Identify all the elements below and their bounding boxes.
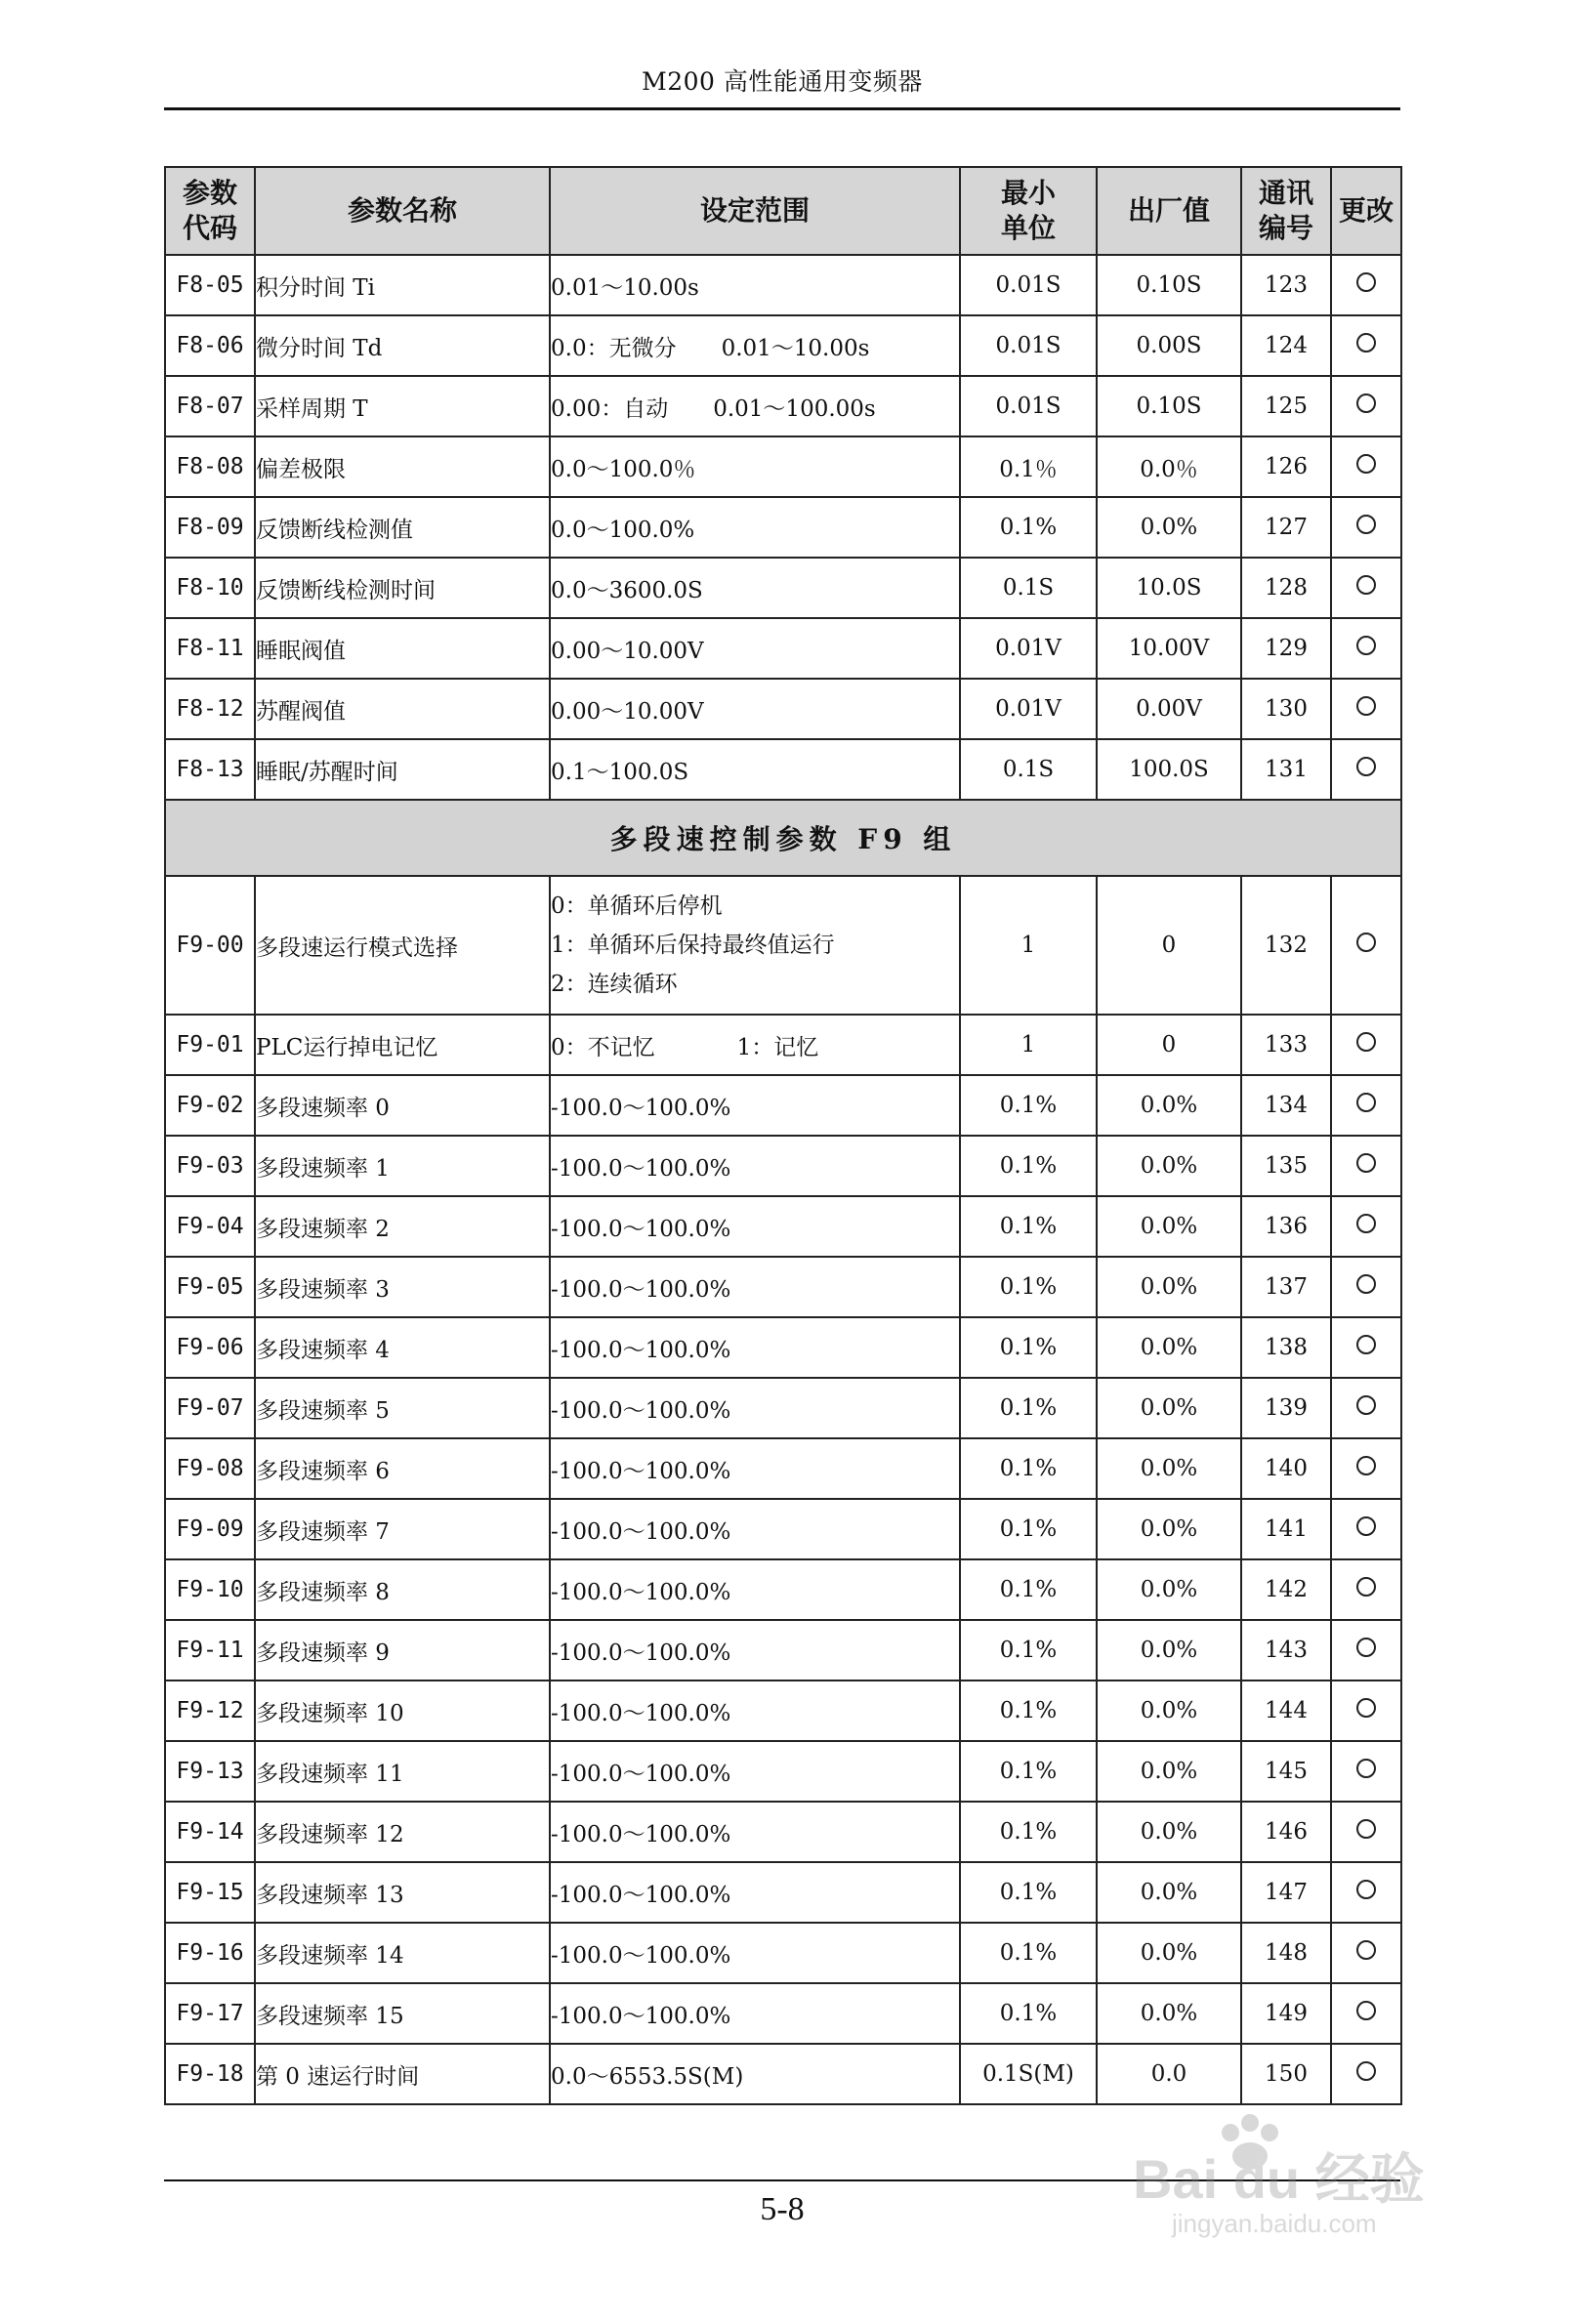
param-range: 0.1～100.0S [550, 739, 960, 800]
param-default: 0.00S [1097, 315, 1241, 376]
param-code: F9-03 [165, 1136, 255, 1196]
param-min-unit: 0.1% [960, 1196, 1097, 1257]
param-range-option: 1：单循环后保持最终值运行 [551, 933, 835, 958]
param-code: F9-07 [165, 1378, 255, 1438]
col-header-min-unit [960, 167, 1097, 255]
param-comm-no: 141 [1241, 1499, 1331, 1559]
param-comm-no: 143 [1241, 1620, 1331, 1681]
change-circle-icon [1356, 2061, 1376, 2081]
param-change [1331, 1075, 1401, 1136]
param-range: -100.0～100.0% [550, 1559, 960, 1620]
param-comm-no: 149 [1241, 1983, 1331, 2044]
param-min-unit: 0.1% [960, 497, 1097, 558]
param-comm-no: 129 [1241, 618, 1331, 679]
param-code: F8-13 [165, 739, 255, 800]
param-name: PLC运行掉电记忆 [255, 1015, 550, 1075]
param-default: 0.10S [1097, 376, 1241, 436]
param-range-option: 2：连续循环 [551, 972, 678, 997]
change-circle-icon [1356, 515, 1376, 534]
param-name: 采样周期 T [255, 376, 550, 436]
param-change [1331, 739, 1401, 800]
param-change [1331, 1983, 1401, 2044]
table-row [165, 376, 1401, 436]
param-min-unit: 0.1% [960, 1438, 1097, 1499]
param-comm-no: 131 [1241, 739, 1331, 800]
param-code: F9-08 [165, 1438, 255, 1499]
change-circle-icon [1356, 1698, 1376, 1718]
param-change [1331, 1196, 1401, 1257]
param-name: 多段速频率 15 [255, 1983, 550, 2044]
change-circle-icon [1356, 1516, 1376, 1536]
param-range: 0.0～3600.0S [550, 558, 960, 618]
param-name: 多段速频率 11 [255, 1741, 550, 1802]
param-comm-no: 123 [1241, 255, 1331, 315]
table-row [165, 1802, 1401, 1862]
param-comm-no: 138 [1241, 1317, 1331, 1378]
param-default: 0.0% [1097, 1499, 1241, 1559]
param-change [1331, 1862, 1401, 1923]
param-min-unit: 0.1% [960, 1681, 1097, 1741]
col-header-code-line2: 代码 [182, 212, 237, 244]
change-circle-icon [1356, 933, 1376, 952]
param-range: -100.0～100.0% [550, 1378, 960, 1438]
param-change [1331, 1257, 1401, 1317]
param-default: 0.0% [1097, 1983, 1241, 2044]
param-code: F9-02 [165, 1075, 255, 1136]
param-min-unit: 0.1% [960, 1620, 1097, 1681]
param-name: 睡眠阀值 [255, 618, 550, 679]
table-row [165, 1378, 1401, 1438]
param-comm-no: 133 [1241, 1015, 1331, 1075]
param-name: 多段速频率 3 [255, 1257, 550, 1317]
param-default: 0.0% [1097, 1438, 1241, 1499]
change-circle-icon [1356, 575, 1376, 595]
param-comm-no: 137 [1241, 1257, 1331, 1317]
change-circle-icon [1356, 1759, 1376, 1778]
table-row [165, 497, 1401, 558]
param-name: 睡眠/苏醒时间 [255, 739, 550, 800]
param-name: 反馈断线检测值 [255, 497, 550, 558]
param-code: F9-06 [165, 1317, 255, 1378]
param-range [550, 315, 960, 376]
table-row [165, 1257, 1401, 1317]
param-range: -100.0～100.0% [550, 1923, 960, 1983]
param-change [1331, 315, 1401, 376]
param-name: 反馈断线检测时间 [255, 558, 550, 618]
param-code: F9-18 [165, 2044, 255, 2104]
param-range-option: 0：不记忆 [551, 1034, 655, 1060]
param-range [550, 376, 960, 436]
param-comm-no: 148 [1241, 1923, 1331, 1983]
param-range: -100.0～100.0% [550, 1620, 960, 1681]
change-circle-icon [1356, 1456, 1376, 1475]
change-circle-icon [1356, 757, 1376, 776]
table-row [165, 1438, 1401, 1499]
param-name: 苏醒阀值 [255, 679, 550, 739]
param-comm-no: 145 [1241, 1741, 1331, 1802]
param-min-unit: 0.1% [960, 1317, 1097, 1378]
param-default: 0.0% [1097, 1802, 1241, 1862]
param-range: -100.0～100.0% [550, 1499, 960, 1559]
table-row [165, 618, 1401, 679]
param-code: F8-08 [165, 436, 255, 497]
param-code: F8-07 [165, 376, 255, 436]
param-comm-no: 127 [1241, 497, 1331, 558]
change-circle-icon [1356, 636, 1376, 655]
param-comm-no: 128 [1241, 558, 1331, 618]
param-comm-no: 135 [1241, 1136, 1331, 1196]
param-change [1331, 1317, 1401, 1378]
param-range-option: 0.01～10.00s [721, 335, 870, 361]
param-min-unit: 0.1% [960, 1741, 1097, 1802]
param-code: F9-14 [165, 1802, 255, 1862]
change-circle-icon [1356, 272, 1376, 292]
param-default: 0.0% [1097, 1136, 1241, 1196]
param-code: F8-06 [165, 315, 255, 376]
watermark-url: jingyan.baidu.com [1172, 2209, 1377, 2238]
param-range-option: 0.00：自动 [551, 395, 669, 422]
param-name: 多段速频率 9 [255, 1620, 550, 1681]
change-circle-icon [1356, 1032, 1376, 1052]
param-change [1331, 376, 1401, 436]
param-min-unit: 0.1% [960, 1378, 1097, 1438]
param-name: 多段速频率 14 [255, 1923, 550, 1983]
change-circle-icon [1356, 1395, 1376, 1415]
param-comm-no: 147 [1241, 1862, 1331, 1923]
param-default: 0.0% [1097, 1741, 1241, 1802]
param-code: F9-10 [165, 1559, 255, 1620]
param-code: F8-10 [165, 558, 255, 618]
param-comm-no: 140 [1241, 1438, 1331, 1499]
param-default: 100.0S [1097, 739, 1241, 800]
table-row [165, 1923, 1401, 1983]
table-row [165, 558, 1401, 618]
param-range: -100.0～100.0% [550, 1317, 960, 1378]
param-name: 多段速频率 4 [255, 1317, 550, 1378]
param-change [1331, 618, 1401, 679]
change-circle-icon [1356, 1093, 1376, 1112]
param-comm-no: 139 [1241, 1378, 1331, 1438]
param-name: 多段速频率 2 [255, 1196, 550, 1257]
param-range: -100.0～100.0% [550, 1983, 960, 2044]
param-range-option: 0.01～100.00s [713, 395, 876, 422]
param-range [550, 876, 960, 1015]
param-min-unit: 0.1% [960, 1499, 1097, 1559]
table-row [165, 1015, 1401, 1075]
param-change [1331, 1136, 1401, 1196]
param-min-unit: 0.1% [960, 1075, 1097, 1136]
param-comm-no: 146 [1241, 1802, 1331, 1862]
param-name: 微分时间 Td [255, 315, 550, 376]
param-default: 10.0S [1097, 558, 1241, 618]
param-range: -100.0～100.0% [550, 1257, 960, 1317]
table-header-row [165, 167, 1401, 255]
param-range: -100.0～100.0% [550, 1136, 960, 1196]
param-code: F9-05 [165, 1257, 255, 1317]
param-code: F9-00 [165, 876, 255, 1015]
change-circle-icon [1356, 696, 1376, 716]
parameter-table [164, 166, 1402, 2105]
table-row [165, 436, 1401, 497]
param-default: 0.0% [1097, 1257, 1241, 1317]
col-header-change: 更改 [1331, 167, 1401, 255]
table-row [165, 1681, 1401, 1741]
param-name: 第 0 速运行时间 [255, 2044, 550, 2104]
param-default: 0.00V [1097, 679, 1241, 739]
param-default: 0.0% [1097, 1317, 1241, 1378]
param-default: 0.0% [1097, 1559, 1241, 1620]
param-code: F9-15 [165, 1862, 255, 1923]
param-change [1331, 1559, 1401, 1620]
change-circle-icon [1356, 1335, 1376, 1354]
watermark-brand: Bai du 经验 [1133, 2148, 1425, 2210]
param-min-unit: 0.1％ [960, 436, 1097, 497]
param-default: 0.0% [1097, 1681, 1241, 1741]
param-change [1331, 255, 1401, 315]
param-comm-no: 150 [1241, 2044, 1331, 2104]
param-code: F8-12 [165, 679, 255, 739]
param-name: 多段速频率 8 [255, 1559, 550, 1620]
param-default: 0.0% [1097, 1923, 1241, 1983]
col-header-comm [1241, 167, 1331, 255]
param-comm-no: 124 [1241, 315, 1331, 376]
param-change [1331, 679, 1401, 739]
col-header-min-unit-line2: 单位 [1000, 212, 1056, 244]
param-name: 多段速运行模式选择 [255, 876, 550, 1015]
table-row [165, 1075, 1401, 1136]
param-range [550, 1015, 960, 1075]
param-default: 0.0％ [1097, 436, 1241, 497]
table-row [165, 1317, 1401, 1378]
change-circle-icon [1356, 394, 1376, 413]
param-name: 多段速频率 10 [255, 1681, 550, 1741]
param-name: 多段速频率 13 [255, 1862, 550, 1923]
param-min-unit: 1 [960, 876, 1097, 1015]
table-row [165, 739, 1401, 800]
param-min-unit: 0.01V [960, 618, 1097, 679]
col-header-name: 参数名称 [255, 167, 550, 255]
group-title: 多段速控制参数 F9 组 [165, 800, 1401, 876]
param-min-unit: 0.01S [960, 255, 1097, 315]
col-header-default: 出厂值 [1097, 167, 1241, 255]
param-name: 多段速频率 7 [255, 1499, 550, 1559]
param-range: 0.00～10.00V [550, 679, 960, 739]
param-code: F9-17 [165, 1983, 255, 2044]
param-comm-no: 126 [1241, 436, 1331, 497]
change-circle-icon [1356, 1274, 1376, 1294]
param-range: -100.0～100.0% [550, 1681, 960, 1741]
baidu-jingyan-watermark [1113, 2096, 1465, 2242]
param-range: -100.0～100.0% [550, 1802, 960, 1862]
param-min-unit: 0.1% [960, 1802, 1097, 1862]
param-min-unit: 0.1% [960, 1923, 1097, 1983]
param-code: F9-04 [165, 1196, 255, 1257]
param-min-unit: 0.1% [960, 1862, 1097, 1923]
param-min-unit: 0.1% [960, 1136, 1097, 1196]
param-default: 0.0% [1097, 1378, 1241, 1438]
param-change [1331, 1802, 1401, 1862]
param-default: 0.0% [1097, 1620, 1241, 1681]
param-name: 多段速频率 1 [255, 1136, 550, 1196]
change-circle-icon [1356, 1638, 1376, 1657]
param-comm-no: 134 [1241, 1075, 1331, 1136]
param-change [1331, 1681, 1401, 1741]
param-change [1331, 1499, 1401, 1559]
param-default: 0.0% [1097, 1075, 1241, 1136]
table-row [165, 1741, 1401, 1802]
change-circle-icon [1356, 333, 1376, 353]
param-default: 0.0% [1097, 497, 1241, 558]
param-range-option: 0.0：无微分 [551, 335, 677, 361]
param-range: -100.0～100.0% [550, 1196, 960, 1257]
param-range: -100.0～100.0% [550, 1438, 960, 1499]
table-row [165, 1620, 1401, 1681]
param-name: 偏差极限 [255, 436, 550, 497]
paw-toe [1241, 2114, 1259, 2132]
param-default: 0.10S [1097, 255, 1241, 315]
param-min-unit: 0.1% [960, 1257, 1097, 1317]
param-min-unit: 0.1S(M) [960, 2044, 1097, 2104]
param-code: F9-12 [165, 1681, 255, 1741]
param-range-option: 1：记忆 [736, 1034, 819, 1060]
param-code: F9-16 [165, 1923, 255, 1983]
param-comm-no: 144 [1241, 1681, 1331, 1741]
param-change [1331, 1620, 1401, 1681]
param-min-unit: 0.01S [960, 315, 1097, 376]
param-min-unit: 0.1S [960, 558, 1097, 618]
param-default: 0.0% [1097, 1196, 1241, 1257]
change-circle-icon [1356, 1940, 1376, 1960]
table-row [165, 1136, 1401, 1196]
change-circle-icon [1356, 1214, 1376, 1233]
table-row [165, 255, 1401, 315]
param-min-unit: 0.1% [960, 1983, 1097, 2044]
param-default: 0.0 [1097, 2044, 1241, 2104]
table-row [165, 1983, 1401, 2044]
param-name: 多段速频率 5 [255, 1378, 550, 1438]
table-row [165, 1862, 1401, 1923]
page-header-title: M200 高性能通用变频器 [642, 67, 923, 96]
change-circle-icon [1356, 454, 1376, 474]
param-name: 多段速频率 0 [255, 1075, 550, 1136]
param-comm-no: 130 [1241, 679, 1331, 739]
page-number: 5-8 [760, 2191, 805, 2227]
table-row [165, 1559, 1401, 1620]
param-change [1331, 876, 1401, 1015]
param-comm-no: 142 [1241, 1559, 1331, 1620]
param-change [1331, 1923, 1401, 1983]
param-range: 0.0～6553.5S(M) [550, 2044, 960, 2104]
table-row [165, 1196, 1401, 1257]
paw-toe [1222, 2124, 1239, 2141]
col-header-min-unit-line1: 最小 [1000, 177, 1056, 209]
table-row [165, 679, 1401, 739]
param-min-unit: 0.1S [960, 739, 1097, 800]
table-row [165, 1499, 1401, 1559]
change-circle-icon [1356, 1819, 1376, 1839]
param-code: F8-09 [165, 497, 255, 558]
param-range: -100.0～100.0% [550, 1075, 960, 1136]
param-range-option: 0：单循环后停机 [551, 893, 723, 919]
param-range: -100.0～100.0% [550, 1741, 960, 1802]
change-circle-icon [1356, 2001, 1376, 2020]
col-header-comm-line2: 编号 [1258, 212, 1313, 244]
param-default: 10.00V [1097, 618, 1241, 679]
param-code: F8-05 [165, 255, 255, 315]
param-code: F8-11 [165, 618, 255, 679]
change-circle-icon [1356, 1880, 1376, 1899]
group-header-row [165, 800, 1401, 876]
col-header-code-line1: 参数 [182, 177, 237, 209]
param-range: 0.0～100.0% [550, 497, 960, 558]
param-range: -100.0～100.0% [550, 1862, 960, 1923]
param-change [1331, 1438, 1401, 1499]
param-code: F9-11 [165, 1620, 255, 1681]
param-min-unit: 0.1% [960, 1559, 1097, 1620]
change-circle-icon [1356, 1577, 1376, 1597]
param-name: 多段速频率 12 [255, 1802, 550, 1862]
header-rule [164, 107, 1400, 110]
change-circle-icon [1356, 1153, 1376, 1173]
param-min-unit: 1 [960, 1015, 1097, 1075]
param-change [1331, 497, 1401, 558]
param-min-unit: 0.01S [960, 376, 1097, 436]
param-range: 0.00～10.00V [550, 618, 960, 679]
param-default: 0.0% [1097, 1862, 1241, 1923]
param-code: F9-13 [165, 1741, 255, 1802]
param-change [1331, 558, 1401, 618]
param-code: F9-09 [165, 1499, 255, 1559]
col-header-comm-line1: 通讯 [1258, 177, 1313, 209]
col-header-range: 设定范围 [550, 167, 960, 255]
col-header-code [165, 167, 255, 255]
param-comm-no: 132 [1241, 876, 1331, 1015]
param-default: 0 [1097, 1015, 1241, 1075]
param-change [1331, 1015, 1401, 1075]
table-row [165, 315, 1401, 376]
param-comm-no: 125 [1241, 376, 1331, 436]
param-name: 多段速频率 6 [255, 1438, 550, 1499]
param-range: 0.0～100.0％ [550, 436, 960, 497]
paw-toe [1261, 2124, 1278, 2141]
param-comm-no: 136 [1241, 1196, 1331, 1257]
param-code: F9-01 [165, 1015, 255, 1075]
table-row [165, 876, 1401, 1015]
param-change [1331, 436, 1401, 497]
param-min-unit: 0.01V [960, 679, 1097, 739]
param-name: 积分时间 Ti [255, 255, 550, 315]
param-change [1331, 1741, 1401, 1802]
param-range: 0.01～10.00s [550, 255, 960, 315]
param-default: 0 [1097, 876, 1241, 1015]
param-change [1331, 1378, 1401, 1438]
